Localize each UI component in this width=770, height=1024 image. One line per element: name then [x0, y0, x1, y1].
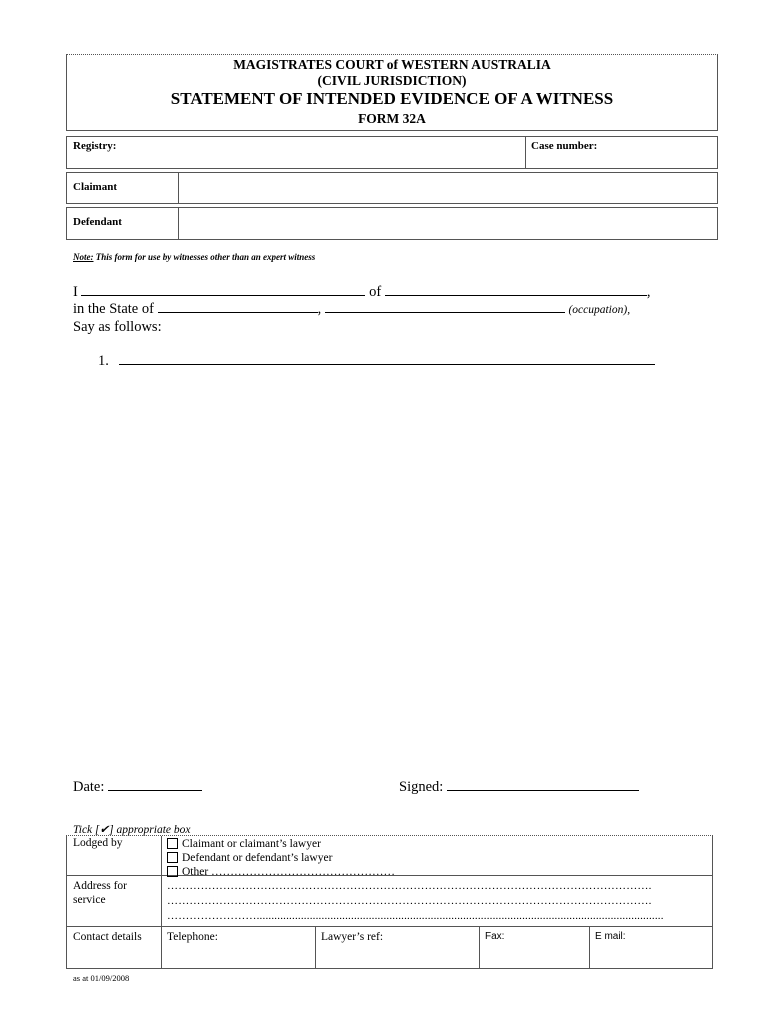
i-label: I [73, 284, 78, 300]
form-header [66, 54, 718, 131]
signed-row [399, 779, 639, 796]
of-label: of [369, 284, 382, 300]
version-footer: as at 01/09/2008 [73, 973, 130, 983]
telephone-label: Telephone: [167, 931, 218, 943]
comma: , [317, 301, 322, 317]
jurisdiction: (CIVIL JURISDICTION) [317, 73, 467, 88]
state-field[interactable] [158, 311, 318, 313]
witness-address-field[interactable] [385, 294, 647, 296]
option-defendant[interactable]: Defendant or defendant’s lawyer [167, 851, 395, 865]
address-label: Address for service [73, 880, 127, 906]
defendant-field[interactable] [181, 210, 713, 237]
item-number: 1. [98, 353, 109, 369]
claimant-row [66, 172, 718, 204]
occupation-field[interactable] [325, 311, 565, 313]
date-row [73, 779, 202, 796]
claimant-field[interactable] [181, 175, 713, 201]
fax-label: Fax: [485, 931, 505, 942]
note-prefix: Note: [73, 252, 94, 262]
registry-row [66, 136, 718, 169]
note [73, 252, 315, 262]
comma: , [646, 284, 651, 300]
form-number: FORM 32A [358, 111, 426, 126]
option-claimant[interactable]: Claimant or claimant’s lawyer [167, 837, 395, 851]
signed-label: Signed: [399, 779, 444, 795]
checkbox-claimant[interactable] [167, 838, 178, 849]
contact-details-label: Contact details [73, 931, 142, 943]
tick-instruction: Tick [✔] appropriate box [73, 824, 191, 836]
witness-name-field[interactable] [81, 294, 365, 296]
address-field[interactable]: …………………………………………………………………………………………………………………. …………………………………………………………………………………………………………………. …………………….......................................................................................................................................... [167, 880, 664, 922]
evidence-item-1 [98, 353, 655, 370]
evidence-item-field[interactable] [119, 363, 655, 365]
lawyer-ref-label: Lawyer’s ref: [321, 931, 384, 943]
email-label: E mail: [595, 931, 626, 942]
lodged-by-options [167, 837, 395, 879]
date-label: Date: [73, 779, 105, 795]
note-text: This form for use by witnesses other than an expert witness [93, 252, 316, 262]
state-label: in the State of [73, 301, 154, 317]
claimant-label: Claimant [73, 181, 117, 193]
statement-line-1 [73, 284, 673, 301]
defendant-row [66, 207, 718, 240]
option-other[interactable]: Other ………………………………………… [167, 865, 395, 879]
lodged-table [66, 835, 713, 969]
defendant-label: Defendant [73, 216, 122, 228]
statement-line-2 [73, 301, 693, 318]
form-title: STATEMENT OF INTENDED EVIDENCE OF A WITNESS [170, 89, 614, 108]
lodged-by-label: Lodged by [73, 837, 123, 849]
registry-label: Registry: [73, 140, 117, 152]
court-name: MAGISTRATES COURT of WESTERN AUSTRALIA [233, 57, 551, 72]
checkbox-other[interactable] [167, 866, 178, 877]
say-as-follows: Say as follows: [73, 319, 162, 335]
signature-field[interactable] [447, 789, 639, 791]
occupation-label: (occupation), [568, 304, 631, 316]
date-field[interactable] [108, 789, 202, 791]
case-number-label: Case number: [531, 140, 598, 152]
checkbox-defendant[interactable] [167, 852, 178, 863]
